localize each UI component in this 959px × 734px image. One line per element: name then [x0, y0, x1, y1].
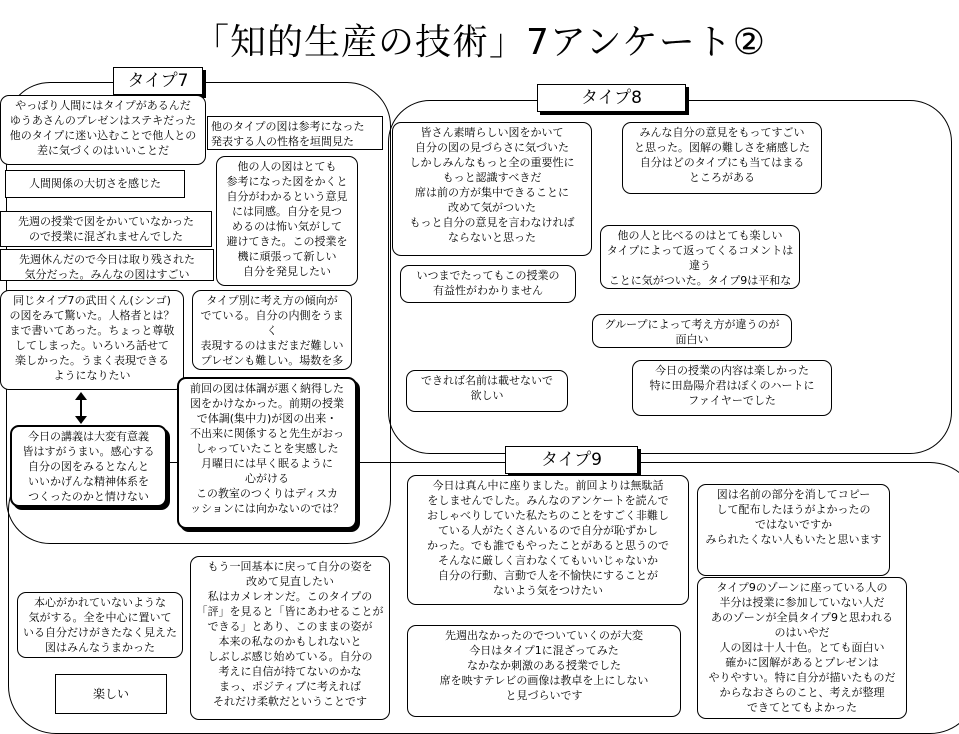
- comment-note: 先週休んだので今日は取り残された 気分だった。みんなの図はすごい: [0, 249, 214, 281]
- double-arrow-icon: [74, 392, 88, 424]
- comment-note: 他の人と比べるのはとても楽しい タイプによって返ってくるコメントは違う ことに気がついた。タイプ9は平和な: [600, 225, 800, 289]
- comment-note: タイプ別に考え方の傾向が でている。自分の内側をうまく 表現するのはまだまだ難しい プレゼンも難しい。場数を多: [192, 290, 352, 370]
- group-type7-label: タイプ7: [113, 67, 203, 95]
- comment-note: できれば名前は載せないで 欲しい: [406, 370, 568, 412]
- comment-note: 同じタイプ7の武田くん(シンゴ) の図をみて驚いた。人格者とは？ まで書いてあった。ちょっと尊敬 してしまった。いろいろ話せて 楽しかった。うまく表現できる ようになりたい: [0, 290, 184, 390]
- comment-note: 先週の授業で図をかいていなかった ので授業に混ざれませんでした: [0, 211, 212, 247]
- comment-note: 楽しい: [55, 674, 167, 714]
- group-type8-label: タイプ8: [537, 84, 686, 112]
- comment-note: やっぱり人間にはタイプがあるんだ ゆうあさんのプレゼンはステキだった 他のタイプに迷い込むことで他人との 差に気づくのはいいことだ: [0, 95, 206, 165]
- comment-note: みんな自分の意見をもってすごい と思った。図解の難しさを痛感した 自分はどのタイプにも当てはまる ところがある: [622, 122, 822, 194]
- comment-note: 今日の授業の内容は楽しかった 特に田島陽介君はぼくのハートに ファイヤーでした: [632, 360, 832, 416]
- comment-note: タイプ9のゾーンに座っている人の 半分は授業に参加していない人だ あのゾーンが全員タイプ9と思われる のはいやだ 人の図は十人十色。とても面白い 確かに図解があるとプレゼンは やりやすい。特に自分が描いたものだ からなおさらのこと、考えが整理 できてとてもよかった: [697, 577, 907, 719]
- comment-note: 先週出なかったのでついていくのが大変 今日はタイプ1に混ざってみた なかなか刺激のある授業でした 席を映すテレビの画像は教卓を上にしない と見づらいです: [407, 625, 681, 717]
- page-title: 「知的生産の技術」7アンケート②: [192, 22, 767, 63]
- comment-note: 今日の講義は大変有意義 皆はすがうまい。感心する 自分の図をみるとなんと いいかげんな精神体系を つくったのかと情けない: [10, 425, 167, 507]
- comment-note: 皆さん素晴らしい図をかいて 自分の図の見づらさに気づいた しかしみんなもっと全の重要性に もっと認識すべきだ 席は前の方が集中できることに 改めて気がついた もっと自分の意見を言わなければ ならないと思った: [392, 122, 592, 256]
- comment-note: 他のタイプの図は参考になった 発表する人の性格を垣間見た: [207, 116, 383, 150]
- comment-note: 前回の図は体調が悪く納得した 図をかけなかった。前期の授業 で体調(集中力)が図の出来・ 不出来に関係すると先生がおっ しゃっていたことを実感した 月曜日には早く眠るように 心がける この教室のつくりはディスカ ッションには向かないのでは？: [177, 377, 357, 529]
- comment-note: グループによって考え方が違うのが 面白い: [592, 314, 792, 348]
- comment-note: 図は名前の部分を消してコピー して配布したほうがよかったの ではないですか みられたくない人もいたと思います: [697, 484, 890, 576]
- comment-note: 今日は真ん中に座りました。前回よりは無駄話 をしませんでした。みんなのアンケートを読んで おしゃべりしていた私たちのことをすごく非難し ている人がたくさんいるので自分が恥ずかし かった。でも誰でもやったことがあると思うので そんなに厳しく言わなくてもいいじゃないか 自分の行動、言動で人を不愉快にすることが ないよう気をつけたい: [407, 475, 689, 605]
- comment-note: いつまでたってもこの授業の 有益性がわかりません: [400, 265, 576, 303]
- group-type9-label: タイプ9: [505, 446, 638, 474]
- comment-note: 他の人の図はとても 参考になった図をかくと 自分がわかるという意見 には同感。自分を見つ めるのは怖い気がして 避けてきた。この授業を 機に頑張って新しい 自分を発見したい: [216, 156, 358, 286]
- comment-note: 本心がかれていないような 気がする。全を中心に置いて いる自分だけがきたなく見えた 図はみんなうまかった: [17, 592, 183, 658]
- comment-note: もう一回基本に戻って自分の姿を 改めて見直したい 私はカメレオンだ。このタイプの 「評」を見ると「皆にあわせることが できる」とあり、このままの姿が 本来の私なのかもしれないと しぶしぶ感じ始めている。自分の 考えに自信が持てないのかな まっ、ポジティブに考えれば それだけ柔軟だということです: [190, 556, 390, 720]
- comment-note: 人間関係の大切さを感じた: [5, 170, 185, 198]
